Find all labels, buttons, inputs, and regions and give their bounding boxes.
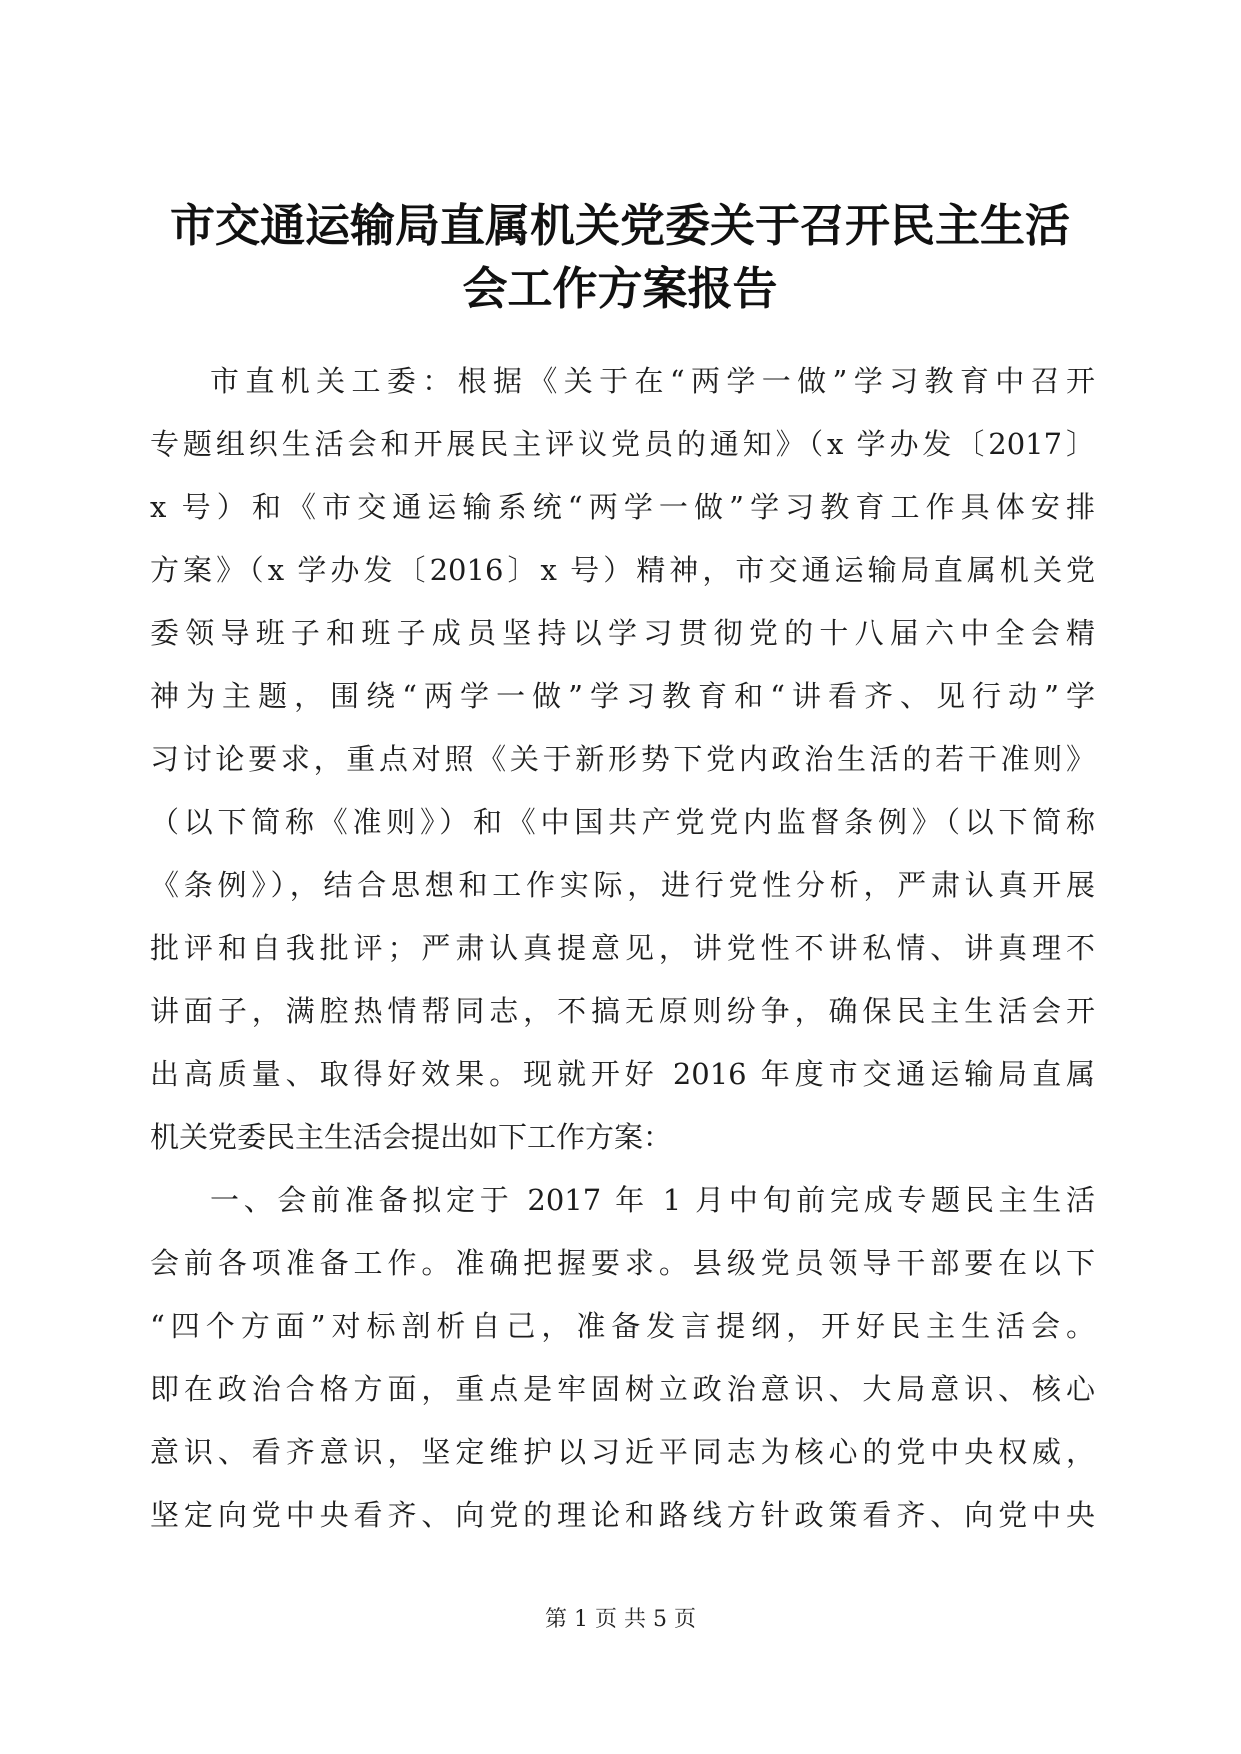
body-line: 讲面子，满腔热情帮同志，不搞无原则纷争，确保民主生活会开 (150, 994, 1095, 1028)
body-line: 机关党委民主生活会提出如下工作方案： (150, 1120, 673, 1154)
document-title-line-1: 市交通运输局直属机关党委关于召开民主生活 (169, 199, 1070, 252)
body-line: （以下简称《准则》）和《中国共产党党内监督条例》（以下简称 (150, 805, 1095, 839)
body-line: 习讨论要求，重点对照《关于新形势下党内政治生活的若干准则》 (150, 742, 1095, 776)
body-line: 委领导班子和班子成员坚持以学习贯彻党的十八届六中全会精 (150, 616, 1095, 650)
body-line: 方案》（x 学办发〔2016〕x 号）精神，市交通运输局直属机关党 (150, 553, 1095, 587)
page-indicator: 第 1 页 共 5 页 (545, 1607, 696, 1632)
body-line: 批评和自我批评；严肃认真提意见，讲党性不讲私情、讲真理不 (150, 931, 1095, 965)
body-line: 一、会前准备拟定于 2017 年 1 月中旬前完成专题民主生活 (210, 1183, 1095, 1217)
paragraph-1 (150, 350, 1095, 1169)
body-line: 坚定向党中央看齐、向党的理论和路线方针政策看齐、向党中央 (150, 1498, 1095, 1532)
body-line: x 号）和《市交通运输系统“两学一做”学习教育工作具体安排 (150, 490, 1095, 524)
paragraph-2 (150, 1169, 1095, 1547)
body-line: 市直机关工委：根据《关于在“两学一做”学习教育中召开 (210, 364, 1095, 398)
body-line: 《条例》），结合思想和工作实际，进行党性分析，严肃认真开展 (150, 868, 1095, 902)
body-line: 即在政治合格方面，重点是牢固树立政治意识、大局意识、核心 (150, 1372, 1095, 1406)
body-line: 意识、看齐意识，坚定维护以习近平同志为核心的党中央权威， (150, 1435, 1095, 1469)
document-title-line-2: 会工作方案报告 (462, 262, 778, 315)
document-body (150, 350, 1095, 1547)
body-line: 专题组织生活会和开展民主评议党员的通知》（x 学办发〔2017〕 (150, 427, 1095, 461)
body-line: “四个方面”对标剖析自己，准备发言提纲，开好民主生活会。 (150, 1309, 1095, 1343)
body-line: 神为主题，围绕“两学一做”学习教育和“讲看齐、见行动”学 (150, 679, 1095, 713)
body-line: 出高质量、取得好效果。现就开好 2016 年度市交通运输局直属 (150, 1057, 1095, 1091)
body-line: 会前各项准备工作。准确把握要求。县级党员领导干部要在以下 (150, 1246, 1095, 1280)
